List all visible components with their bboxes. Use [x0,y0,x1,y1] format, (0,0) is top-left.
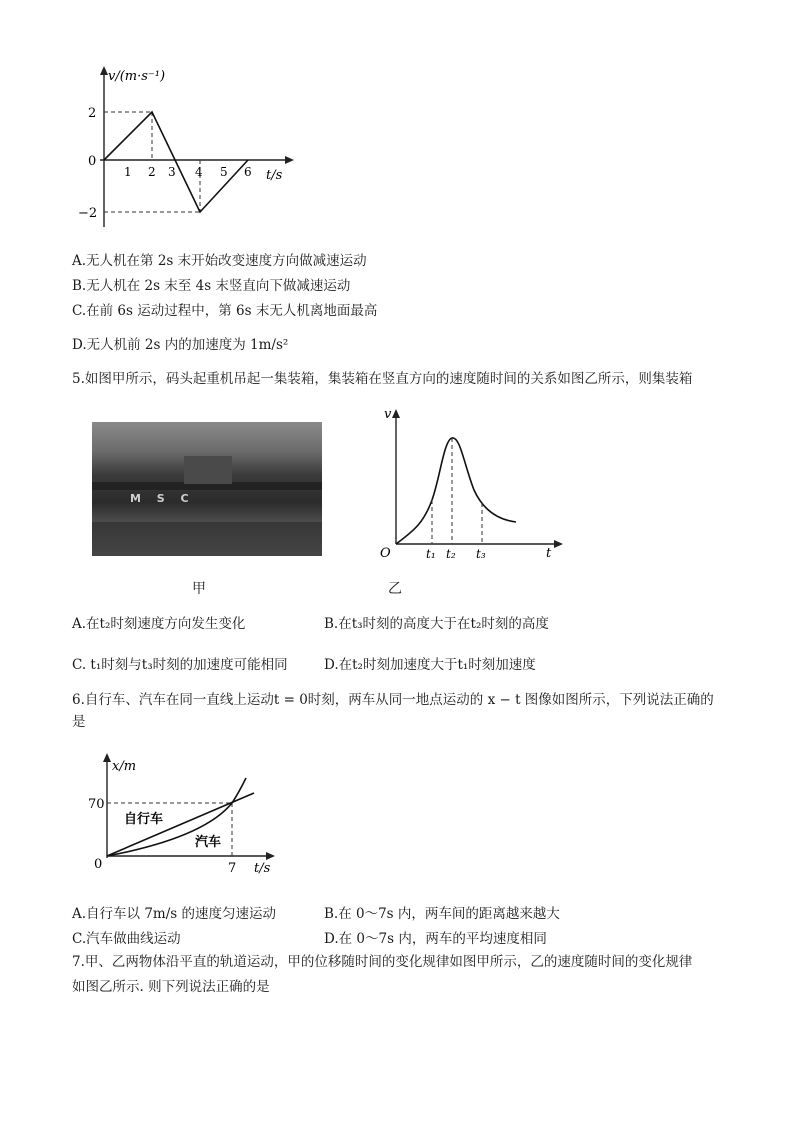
x-tick-4: 4 [195,165,203,179]
water [92,522,322,556]
y-axis-label: v/(m·s⁻¹) [108,69,166,84]
y-axis-arrow [392,409,400,418]
q6-option-b: B.在 0～7s 内，两车间的距离越来越大 [324,906,560,922]
q5-option-d: D.在t₂时刻加速度大于t₁时刻加速度 [324,657,536,673]
v-label: v [384,407,392,422]
x-tick-5: 5 [220,165,228,179]
car-label: 汽车 [195,835,222,850]
q7-stem-line1: 7.甲、乙两物体沿平直的轨道运动，甲的位移随时间的变化规律如图甲所示，乙的速度随时间的变化规律 [72,954,693,970]
q6-option-c: C.汽车做曲线运动 [72,931,181,947]
y-axis-arrow [100,66,108,75]
q6-stem-line2: 是 [72,714,86,730]
q4-option-a: A.无人机在第 2s 末开始改变速度方向做减速运动 [72,253,367,269]
t-label: t [546,546,552,561]
x-tick-1: 1 [124,165,132,179]
q5-stem: 5.如图甲所示，码头起重机吊起一集装箱，集装箱在竖直方向的速度随时间的关系如图乙所示，则集装箱 [72,371,693,387]
y-tick-2: 2 [88,106,97,121]
q4-option-c: C.在前 6s 运动过程中，第 6s 末无人机离地面最高 [72,303,378,319]
x-axis-label: t/s [254,861,271,876]
q6-option-d: D.在 0～7s 内，两车的平均速度相同 [324,931,547,947]
x-tick-2: 2 [148,165,156,179]
y-axis-arrow [103,753,111,762]
velocity-time-graph [70,62,310,237]
t2-label: t₂ [446,547,456,561]
container-ship-photo [92,422,322,556]
y-tick-0: 0 [88,154,97,169]
x-axis-arrow [554,540,563,548]
t3-label: t₃ [476,547,486,561]
ship-hull-text: M S C [130,492,195,505]
x-tick-6: 6 [244,165,252,179]
caption-jia: 甲 [192,581,206,597]
velocity-line [104,112,248,212]
velocity-curve [396,438,516,544]
x-axis-arrow [266,852,275,860]
bike-label: 自行车 [124,812,164,827]
caption-yi: 乙 [388,581,402,597]
y-tick-neg2: −2 [78,206,98,221]
q6-option-a: A.自行车以 7m/s 的速度匀速运动 [72,906,276,922]
x-t-graph [80,748,280,883]
y-tick-0: 0 [94,857,103,872]
crane-vt-graph [360,404,570,564]
q6-stem-line1: 6.自行车、汽车在同一直线上运动t = 0时刻，两车从同一地点运动的 x − t 图像如图所示，下列说法正确的 [72,692,714,708]
q4-option-d: D.无人机前 2s 内的加速度为 1m/s² [72,337,289,353]
q7-stem-line2: 如图乙所示. 则下列说法正确的是 [72,979,270,995]
t1-label: t₁ [426,547,436,561]
y-axis-label: x/m [112,759,137,774]
q5-option-b: B.在t₃时刻的高度大于在t₂时刻的高度 [324,616,549,632]
ship-cabin [184,456,232,484]
x-axis-arrow [285,156,294,164]
x-axis-label: t/s [266,168,283,183]
q5-option-a: A.在t₂时刻速度方向发生变化 [72,616,246,632]
x-tick-3: 3 [168,165,176,179]
q5-option-c: C. t₁时刻与t₃时刻的加速度可能相同 [72,657,288,673]
origin-label: O [380,546,391,561]
x-tick-7: 7 [228,861,237,876]
q4-option-b: B.无人机在 2s 末至 4s 末竖直向下做减速运动 [72,278,351,294]
y-tick-70: 70 [88,797,105,812]
